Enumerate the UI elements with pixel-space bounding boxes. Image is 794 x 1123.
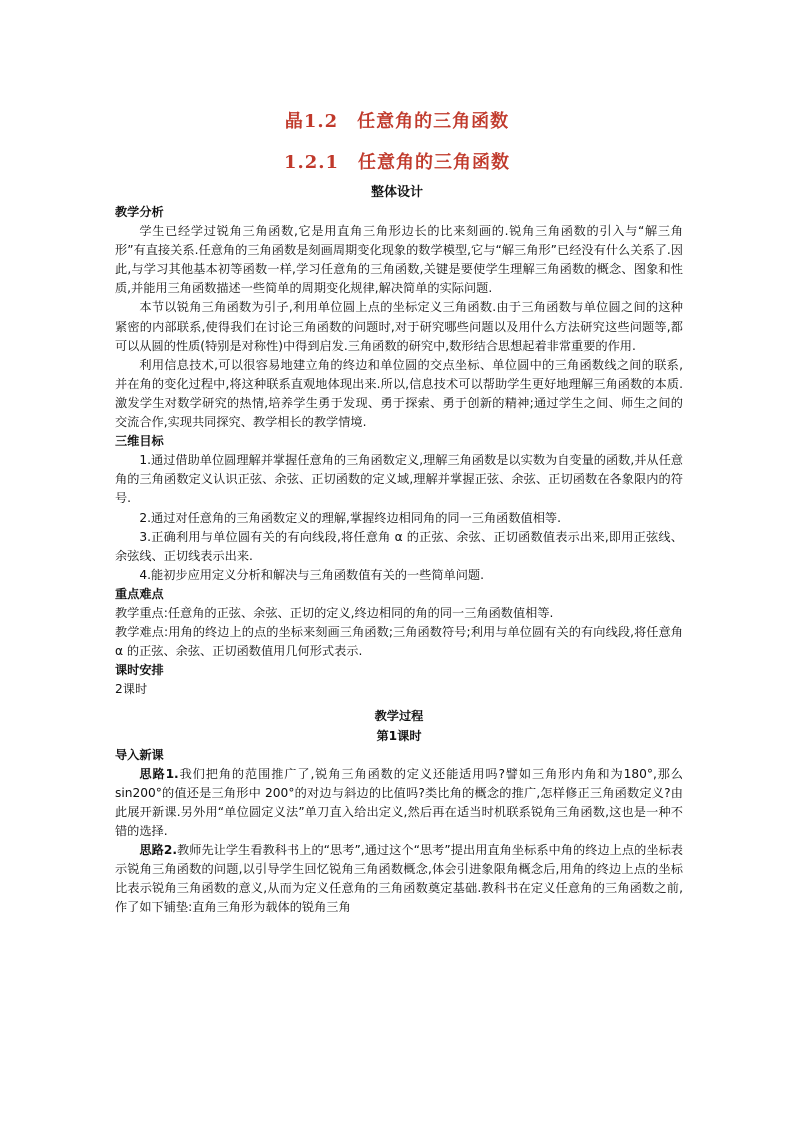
goal-item: 2.通过对任意角的三角函数定义的理解,掌握终边相同角的同一三角函数值相等. (139, 510, 561, 525)
schedule-heading: 课时安排 (115, 663, 164, 678)
analysis-paragraph: 利用信息技术,可以很容易地建立角的终边和单位圆的交点坐标、单位圆中的三角函数线之间的联系,并在角的变化过程中,将这种联系直观地体现出来.所以,信息技术可以帮助学生更好地理解三角函数的本质.激发学生对数学研究的热情,培养学生勇于发现、勇于探索、勇于创新的精神;通过学生之间、师生之间的交流合作,实现共同探究、教学相长的教学情境. (115, 357, 683, 430)
document-body (115, 203, 683, 917)
lesson-heading: 第1课时 (376, 728, 422, 743)
idea-paragraph-2 (115, 841, 683, 917)
design-heading: 整体设计 (370, 185, 423, 200)
keypoints-heading: 重点难点 (115, 586, 164, 601)
analysis-paragraph: 学生已经学过锐角三角函数,它是用直角三角形边长的比来刻画的.锐角三角函数的引入与“解三角形”有直接关系.任意角的三角函数是刻画周期变化现象的数学模型,它与“解三角形”已经没有什么关系了.因此,与学习其他基本初等函数一样,学习任意角的三角函数,关键是要使学生理解三角函数的概念、图象和性质,并能用三角函数描述一些简单的周期变化规律,解决简单的实际问题. (115, 224, 683, 296)
goal-item: 3.正确利用与单位圆有关的有向线段,将任意角 α 的正弦、余弦、正切函数值表示出来,即用正弦线、余弦线、正切线表示出来. (115, 529, 683, 563)
intro-heading: 导入新课 (115, 747, 164, 762)
important-points: 教学重点:任意角的正弦、余弦、正切的定义,终边相同的角的同一三角函数值相等. (115, 605, 554, 620)
analysis-heading: 教学分析 (115, 205, 164, 219)
goal-item: 1.通过借助单位圆理解并掌握任意角的三角函数定义,理解三角函数是以实数为自变量的函数,并从任意角的三角函数定义认识正弦、余弦、正切函数的定义域,理解并掌握正弦、余弦、正切函数在各象限内的符号. (115, 453, 683, 506)
idea-paragraph-1 (115, 765, 683, 841)
analysis-paragraph: 本节以锐角三角函数为引子,利用单位圆上点的坐标定义三角函数.由于三角函数与单位圆之间的这种紧密的内部联系,使得我们在讨论三角函数的问题时,对于研究哪些问题以及用什么方法研究这些问题等,都可以从圆的性质(特别是对称性)中得到启发.三角函数的研究中,数形结合思想起着非常重要的作用. (115, 300, 683, 353)
process-heading: 教学过程 (374, 709, 424, 724)
schedule-value: 2课时 (115, 682, 148, 697)
idea-label: 思路2. (139, 843, 177, 858)
goal-item: 4.能初步应用定义分析和解决与三角函数值有关的一些简单问题. (139, 567, 484, 582)
idea-text: 教师先让学生看教科书上的“思考”,通过这个“思考”提出用直角坐标系中角的终边上点的坐标表示锐角三角函数的问题,以引导学生回忆锐角三角函数概念,体会引进象限角概念后,用角的终边上点的坐标比表示锐角三角函数的意义,从而为定义任意角的三角函数奠定基础.教科书在定义任意角的三角函数之前,作了如下铺垫:直角三角形为载体的锐角三角 (115, 843, 683, 915)
idea-text: 我们把角的范围推广了,锐角三角函数的定义还能适用吗?譬如三角形内角和为180°,那么 sin200°的值还是三角形中 200°的对边与斜边的比值吗?类比角的概念的推广,怎样修正三角函数定义?由此展开新课.另外用“单位圆定义法”单刀直入给出定义,然后再在适当时机联系锐角三角函数,这也是一种不错的选择. (115, 766, 683, 838)
difficult-points: 教学难点:用角的终边上的点的坐标来刻画三角函数;三角函数符号;利用与单位圆有关的有向线段,将任意角 α 的正弦、余弦、正切函数值用几何形式表示. (115, 625, 683, 659)
idea-label: 思路1. (139, 766, 179, 781)
goals-heading: 三维目标 (115, 434, 164, 449)
section-title: 1.2.1 任意角的三角函数 (283, 152, 511, 173)
page-title: 晶1.2 任意角的三角函数 (284, 111, 510, 132)
